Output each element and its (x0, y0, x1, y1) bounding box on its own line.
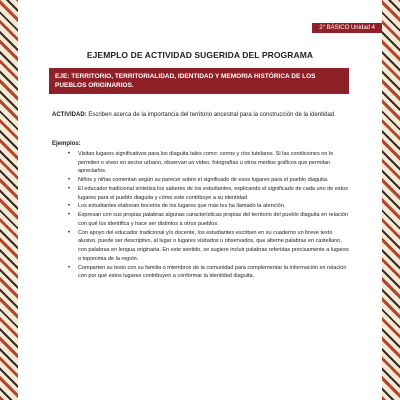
ejemplos-heading: Ejemplos: (52, 141, 81, 147)
list-item-text: Niños y niñas comentan según su parecer sobre el significado de esos lugares para el pueblo diaguita. (78, 177, 329, 184)
list-item-text: Los estudiantes elaboran bocetos de los lugares que más les ha llamado la atención. (78, 203, 286, 210)
list-item (52, 211, 349, 228)
list-item-text: Expresan con sus propias palabras algunas características propias del territorio del pueblo diaguita en relación con qué los identifica y hace ser distintos a otros pueblos. (78, 212, 348, 227)
bullet-icon: • (68, 264, 71, 271)
bullet-icon: • (68, 185, 71, 192)
list-item (52, 264, 349, 281)
list-item-text: Con apoyo del educador tradicional y/o docente, los estudiantes escriben en su cuaderno un breve texto alusivo, puede ser descriptivo, al lugar o lugares visitados u observados, que alterne palabras en castellano, con palabras en lengua originaria. En este sentido, se sugiere incluir palabras referidas precisamente a lugares o toponimia de la región. (78, 229, 349, 262)
bullet-icon: • (68, 212, 71, 219)
actividad-paragraph (52, 111, 348, 120)
list-item (52, 176, 349, 185)
list-item (52, 202, 349, 211)
bullet-icon: • (68, 177, 71, 184)
decorative-border-right (382, 0, 400, 400)
eje-banner: EJE: TERRITORIO, TERRITORIALIDAD, IDENTIDAD Y MEMORIA HISTÓRICA DE LOS PUEBLOS ORIGINARIOS. (49, 68, 349, 94)
bullet-icon: • (68, 203, 71, 210)
list-item (52, 150, 349, 176)
actividad-label: ACTIVIDAD: (52, 112, 87, 118)
list-item-text: El educador tradicional sintetiza los saberes de los estudiantes, explicando el significado de cada uno de estos lugares para el pueblo diaguita y cómo este contribuye a su identidad. (78, 185, 348, 201)
examples-list (52, 150, 349, 281)
list-item (52, 229, 349, 263)
list-item-text: Visitan lugares significativos para los diaguita tales como: cerros y ríos tutelares. Si las condiciones no lo permiten o viven en sector urbano, observan un video, fotografías u otros medios gráficos que permitan apreciarlos. (78, 151, 334, 175)
list-item (52, 185, 349, 202)
actividad-text: Escriben acerca de la importancia del territorio ancestral para la construcción de la identidad. (86, 112, 336, 118)
bullet-icon: • (68, 151, 71, 157)
page-title: EJEMPLO DE ACTIVIDAD SUGERIDA DEL PROGRAMA (86, 50, 314, 60)
decorative-border-left (0, 0, 18, 400)
bullet-icon: • (68, 229, 71, 236)
grade-unit-badge: 2° BÁSICO Unidad 4 (312, 23, 382, 33)
list-item-text: Comparten su texto con su familia o miembros de la comunidad para complementar la información en relación con por qué estos lugares contribuyen a conformar la identidad diaguita. (78, 264, 347, 280)
